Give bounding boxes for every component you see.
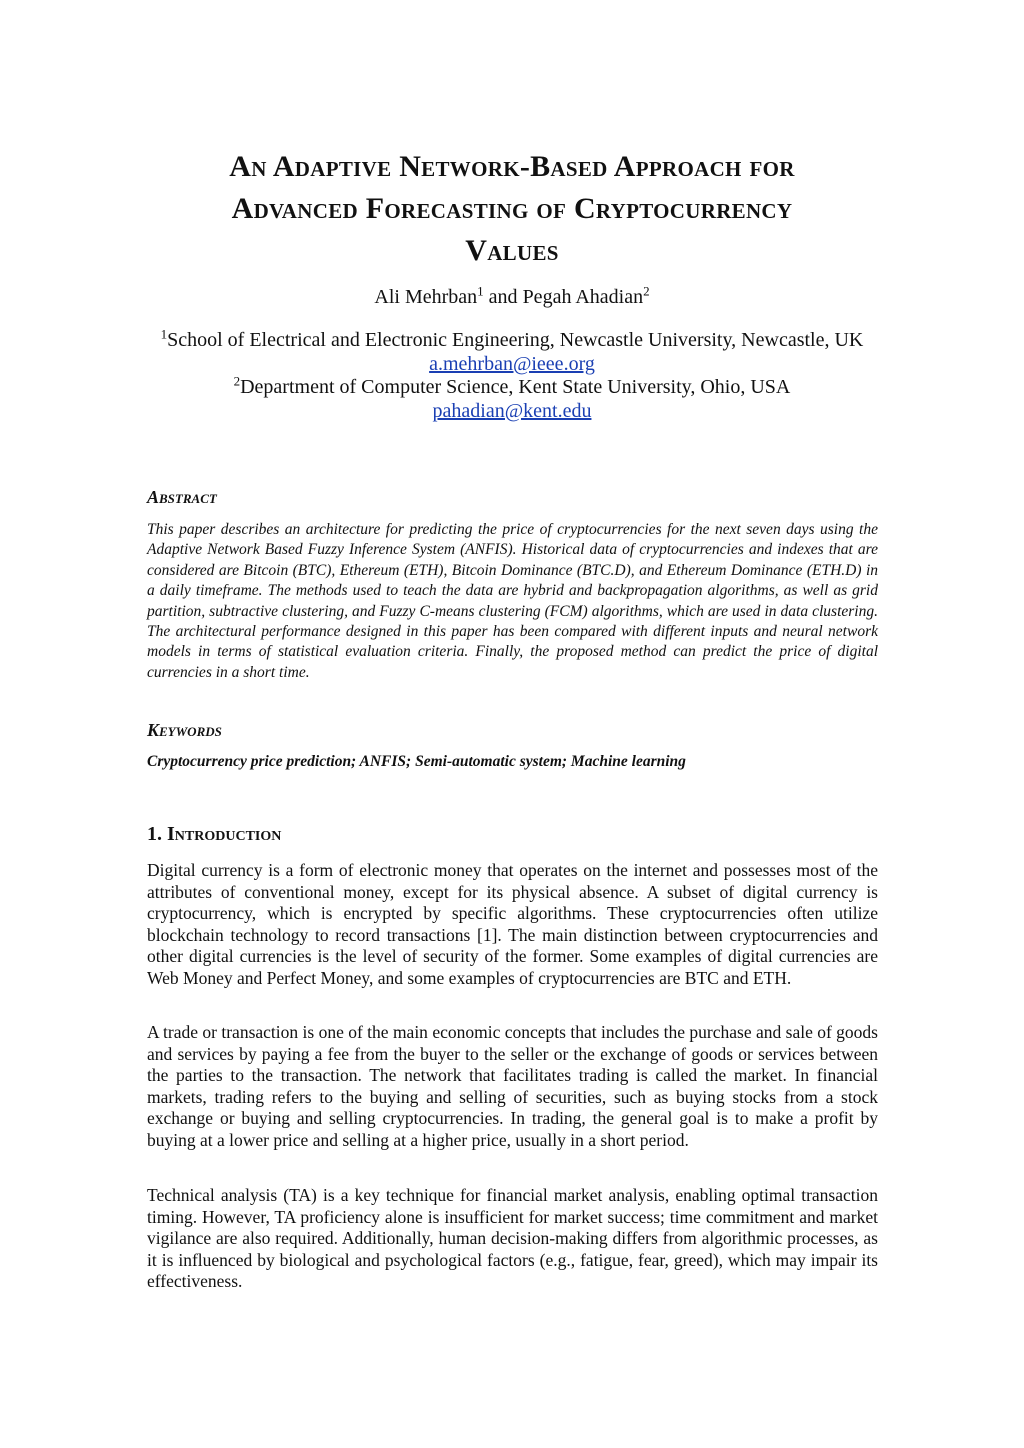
affiliation-mark: 2 [233, 373, 241, 389]
affiliation-text: School of Electrical and Electronic Engineering, Newcastle University, Newcastle, UK [167, 329, 864, 351]
keywords-text: Cryptocurrency price prediction; ANFIS; Semi-automatic system; Machine learning [147, 753, 686, 770]
title-line: Values [465, 234, 559, 267]
affiliation-text: Department of Computer Science, Kent State University, Ohio, USA [240, 376, 791, 398]
title-line: An Adaptive Network-Based Approach for [229, 150, 795, 183]
title-line: Advanced Forecasting of Cryptocurrency [231, 192, 793, 225]
abstract-text: This paper describes an architecture for predicting the price of cryptocurrencies for the next seven days using the Adaptive Network Based Fuzzy Inference System (ANFIS). Historical data of cryptocurrencies and indexes that are considered are Bitcoin (BTC), Ethereum (ETH), Bitcoin Dominance (BTC.D), and Ethereum Dominance (ETH.D) in a daily timeframe. The methods used to teach the data are hybrid and backpropagation algorithms, as well as grid partition, subtractive clustering, and Fuzzy C-means clustering (FCM) algorithms, which are used in data clustering. The architectural performance designed in this paper has been compared with different inputs and neural network models in terms of statistical evaluation criteria. Finally, the proposed method can predict the price of digital currencies in a short time. [147, 521, 878, 681]
affiliation-mark: 1 [160, 326, 168, 342]
author-name: Ali Mehrban [374, 286, 478, 308]
affiliations [0, 326, 1024, 423]
affiliation-line [0, 373, 1024, 400]
affiliation-email-line [0, 353, 1024, 377]
paper-title [110, 146, 914, 272]
author-affiliation-mark: 2 [643, 283, 650, 299]
abstract-heading: Abstract [147, 487, 217, 507]
keywords-heading: Keywords [147, 720, 222, 740]
author-affiliation-mark: 1 [477, 283, 484, 299]
body-paragraph: A trade or transaction is one of the main economic concepts that includes the purchase and sale of goods and services by paying a fee from the buyer to the seller or the exchange of goods or services between the parties to the transaction. The network that facilitates trading is called the market. In financial markets, trading refers to the buying and selling of securities, such as buying stocks from a stock exchange or buying and selling cryptocurrencies. In trading, the general goal is to make a profit by buying at a lower price and selling at a higher price, usually in a short period. [147, 1022, 878, 1150]
affiliation-line [0, 326, 1024, 353]
author-connector: and [483, 286, 523, 308]
author-list [0, 284, 1024, 310]
author-name: Pegah Ahadian [522, 286, 644, 308]
section-heading-introduction: 1. Introduction [147, 823, 282, 845]
email-link[interactable]: pahadian@kent.edu [432, 399, 592, 422]
body-paragraph: Technical analysis (TA) is a key technique for financial market analysis, enabling optimal transaction timing. However, TA proficiency alone is insufficient for market success; time commitment and market vigilance are also required. Additionally, human decision-making differs from algorithmic processes, as it is influenced by biological and psychological factors (e.g., fatigue, fear, greed), which may impair its effectiveness. [147, 1185, 878, 1292]
affiliation-email-line [0, 400, 1024, 424]
body-paragraph: Digital currency is a form of electronic money that operates on the internet and possesses most of the attributes of conventional money, except for its physical absence. A subset of digital currency is cryptocurrency, which is encrypted by specific algorithms. These cryptocurrencies often utilize blockchain technology to record transactions [1]. The main distinction between cryptocurrencies and other digital currencies is the level of security of the former. Some examples of digital currencies are Web Money and Perfect Money, and some examples of cryptocurrencies are BTC and ETH. [147, 860, 878, 988]
email-link[interactable]: a.mehrban@ieee.org [429, 352, 595, 375]
